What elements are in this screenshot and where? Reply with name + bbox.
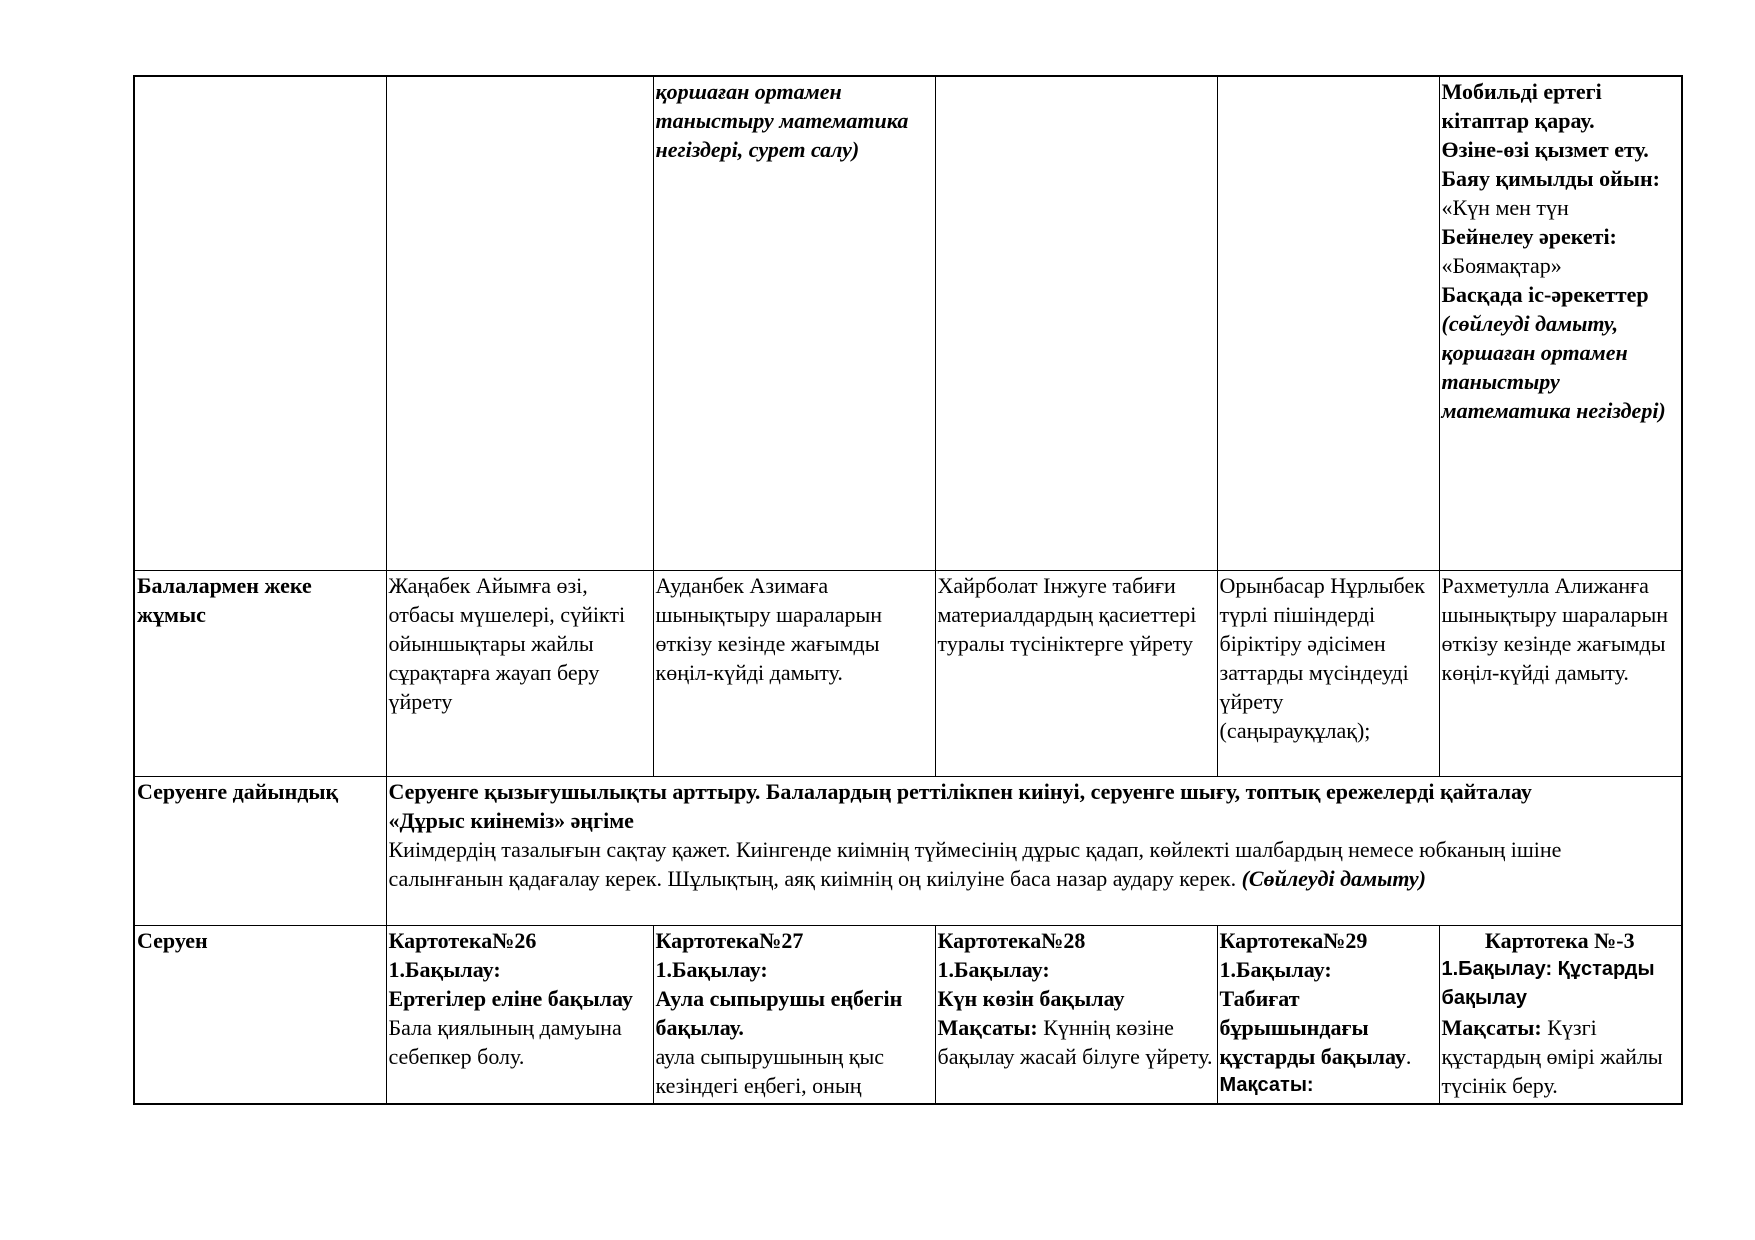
cell-individual-wed bbox=[935, 570, 1217, 776]
cell-prep-label bbox=[134, 776, 386, 925]
prep-body-text: Киімдердің тазалығын сақтау қажет. Киінгенде киімнің түймесінің дұрыс қадап, көйлекті шалбардың немесе юбканың ішіне салынғанын қадағалау керек. Шұлықтың, аяқ киімнің оң киілуіне баса назар аудару керек. bbox=[388, 836, 1562, 891]
individual-text: Жаңабек Айымға өзі, отбасы мүшелері, сүйікті ойыншықтары жайлы сұрақтарға жауап беру үйрету bbox=[388, 572, 626, 714]
cell-label-empty bbox=[134, 76, 386, 570]
card-number: Картотека№29 bbox=[1219, 927, 1368, 953]
cell-walk-wed bbox=[935, 925, 1217, 1104]
individual-text: Орынбасар Нұрлыбек түрлі пішіндерді біріктіру әдісімен заттарды мүсіндеуді үйрету (саңырауқұлақ); bbox=[1219, 572, 1425, 743]
cell-walk-mon bbox=[386, 925, 653, 1104]
other-activities-areas: (сөйлеуді дамыту, қоршаған ортамен таныстыру математика негіздері) bbox=[1441, 311, 1666, 423]
slow-game-line bbox=[1442, 164, 1679, 222]
other-activities-label: Басқада іс-әрекеттер bbox=[1441, 282, 1649, 307]
cell-thu-empty bbox=[1217, 76, 1439, 570]
aim-label: Мақсаты: bbox=[937, 1014, 1038, 1040]
cell-walk-fri bbox=[1439, 925, 1682, 1104]
cell-mon-empty bbox=[386, 76, 653, 570]
observation-label: 1.Бақылау: bbox=[1219, 956, 1332, 982]
table-row-continuation bbox=[134, 76, 1682, 570]
cell-prep-content bbox=[386, 776, 1682, 925]
prep-area-text: (Сөйлеуді дамыту) bbox=[1241, 865, 1426, 891]
topic-dot: . bbox=[1405, 1043, 1412, 1069]
row-label: Серуен bbox=[137, 927, 208, 953]
individual-text: Хайрболат Інжуге табиғи материалдардың қасиеттері туралы түсініктерге үйрету bbox=[937, 572, 1197, 656]
cell-individual-thu bbox=[1217, 570, 1439, 776]
observation-label: 1.Бақылау: bbox=[937, 956, 1050, 982]
row-label: Балалармен жеке жұмыс bbox=[137, 572, 312, 627]
aim-label: Мақсаты: bbox=[1219, 1073, 1314, 1096]
observation-topic: Күн көзін бақылау bbox=[937, 985, 1125, 1011]
slow-game-label: Баяу қимылды ойын: bbox=[1441, 166, 1660, 191]
aim-text: Күннің көзіне бақылау жасай білуге үйрету. bbox=[937, 1014, 1213, 1069]
observation-topic: Аула сыпырушы еңбегін бақылау. bbox=[655, 985, 903, 1040]
activities-text: қоршаған ортамен таныстыру математика негіздері, сурет салу) bbox=[655, 79, 909, 162]
card-number: Картотека№27 bbox=[655, 927, 804, 953]
art-label: Бейнелеу әрекеті: bbox=[1441, 224, 1617, 249]
observation-text: аула сыпырушының қыс кезіндегі еңбегі, оның bbox=[655, 1043, 885, 1098]
card-number: Картотека№26 bbox=[388, 927, 537, 953]
observation-topic: Ертегілер еліне бақылау bbox=[388, 985, 633, 1011]
cell-individual-mon bbox=[386, 570, 653, 776]
cell-fri-activities bbox=[1439, 76, 1682, 570]
cell-wed-empty bbox=[935, 76, 1217, 570]
self-service-text: Өзіне-өзі қызмет ету. bbox=[1441, 137, 1649, 162]
aim-label: Мақсаты: bbox=[1441, 1014, 1542, 1040]
talk-title: «Дұрыс киінеміз» әңгіме bbox=[388, 807, 634, 833]
aim-line bbox=[938, 1013, 1214, 1071]
table-row-walk bbox=[134, 925, 1682, 1104]
individual-text: Ауданбек Азимаға шынықтыру шараларын өткізу кезінде жағымды көңіл-күйді дамыту. bbox=[655, 572, 883, 685]
plan-table bbox=[133, 75, 1683, 1105]
cell-walk-label bbox=[134, 925, 386, 1104]
observation-label: 1.Бақылау: Құстарды бақылау bbox=[1441, 957, 1655, 1009]
observation-text: Бала қиялының дамуына себепкер болу. bbox=[388, 1014, 622, 1069]
cell-tue-activities bbox=[653, 76, 935, 570]
slow-game-name: «Күн мен түн bbox=[1441, 195, 1569, 220]
aim-line bbox=[1442, 1013, 1679, 1100]
cell-individual-label bbox=[134, 570, 386, 776]
card-number: Картотека№28 bbox=[937, 927, 1086, 953]
art-line bbox=[1442, 222, 1679, 280]
cell-walk-thu bbox=[1217, 925, 1439, 1104]
prep-goal-text: Серуенге қызығушылықты арттыру. Балалардың реттілікпен киінуі, серуенге шығу, топтық ережелерді қайталау bbox=[388, 778, 1532, 804]
observation-topic: Табиғат бұрышындағы құстарды бақылау bbox=[1219, 985, 1406, 1069]
cell-individual-fri bbox=[1439, 570, 1682, 776]
art-name: «Боямақтар» bbox=[1441, 253, 1562, 278]
observation-label: 1.Бақылау: bbox=[388, 956, 501, 982]
table-row-individual-work bbox=[134, 570, 1682, 776]
observation-topic-line bbox=[1220, 984, 1439, 1071]
cell-walk-tue bbox=[653, 925, 935, 1104]
card-number: Картотека №-3 bbox=[1484, 927, 1635, 953]
table-row-walk-preparation bbox=[134, 776, 1682, 925]
mobile-books-text: Мобильді ертегі кітаптар қарау. bbox=[1441, 79, 1602, 133]
observation-label: 1.Бақылау: bbox=[655, 956, 768, 982]
individual-text: Рахметулла Алижанға шынықтыру шараларын өткізу кезінде жағымды көңіл-күйді дамыту. bbox=[1441, 572, 1669, 685]
aim-text: Күзгі құстардың өмірі жайлы түсінік беру. bbox=[1441, 1014, 1663, 1098]
row-label: Серуенге дайындық bbox=[137, 778, 339, 804]
cell-individual-tue bbox=[653, 570, 935, 776]
